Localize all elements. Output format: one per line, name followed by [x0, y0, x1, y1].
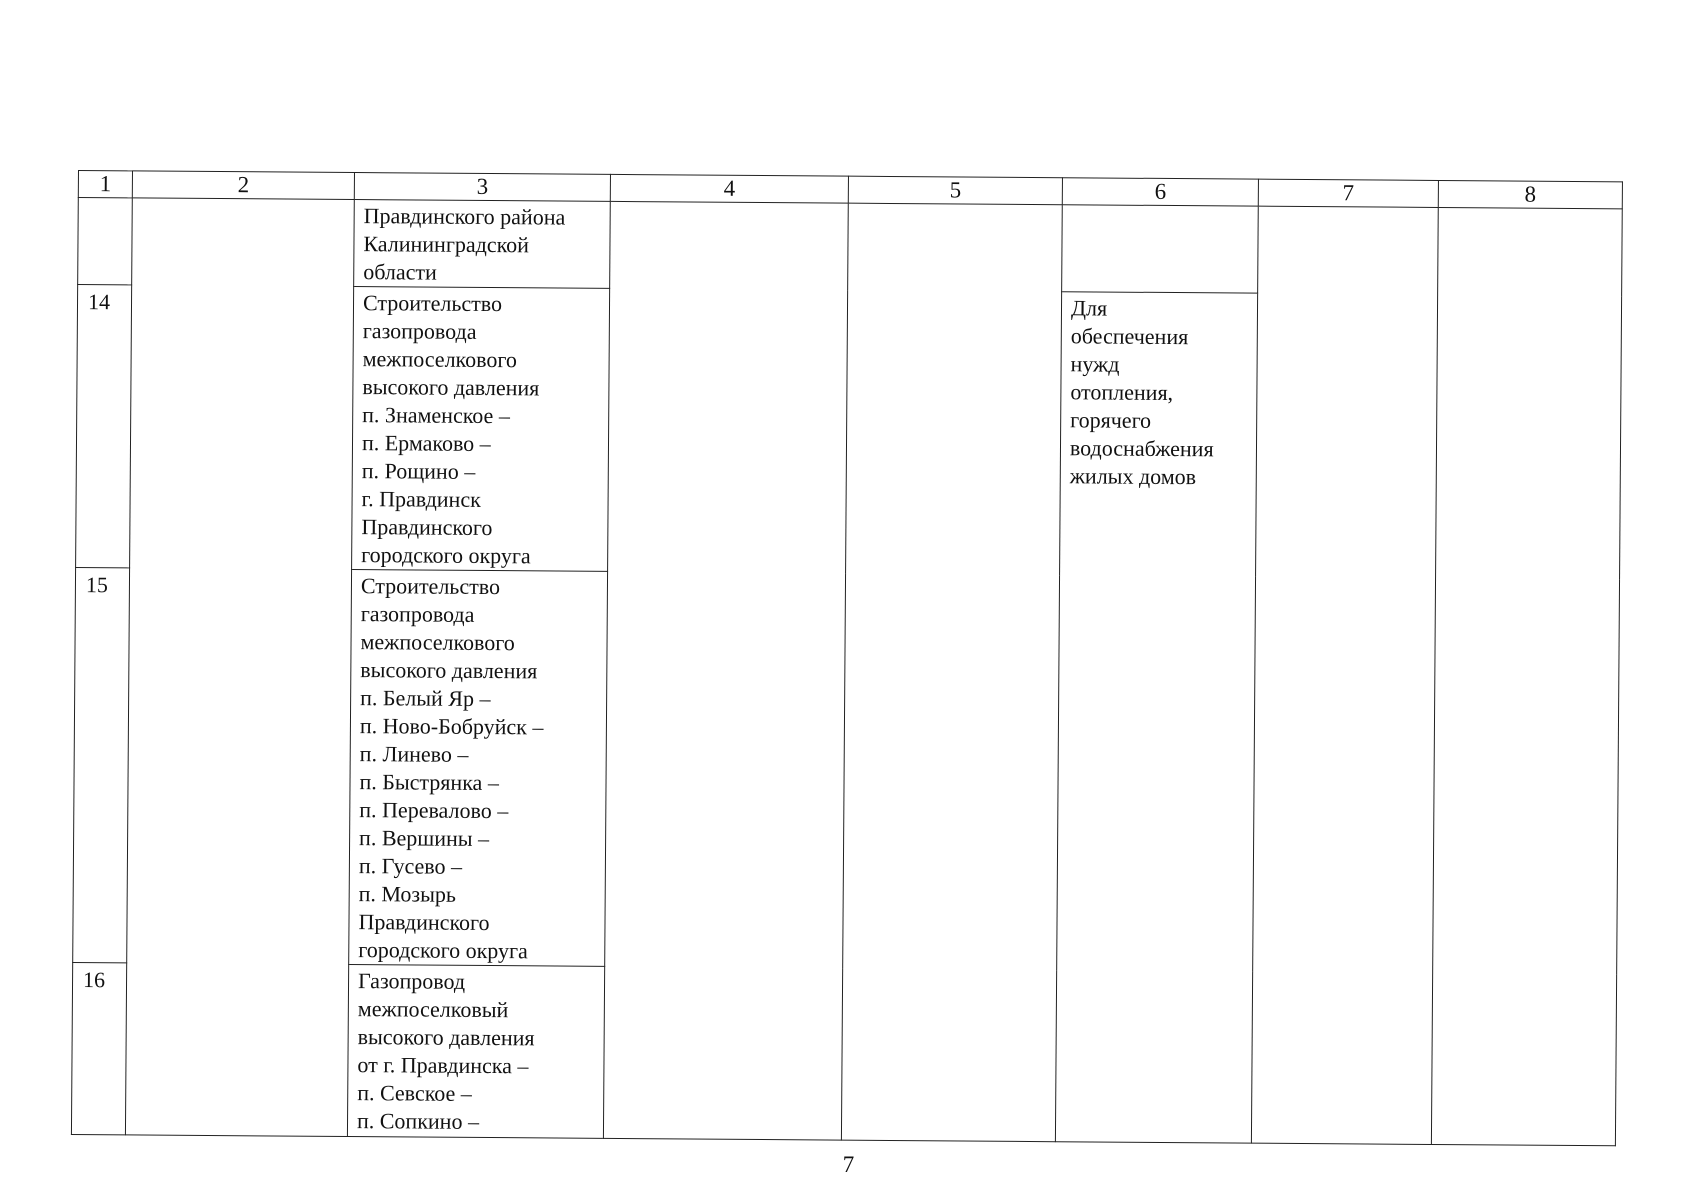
column-header-5: 5 — [848, 176, 1062, 205]
column-header-4: 4 — [610, 174, 848, 203]
row-number: 14 — [87, 289, 111, 315]
column-header-7: 7 — [1258, 179, 1438, 207]
column-header-8: 8 — [1438, 180, 1622, 208]
column-header-1: 1 — [78, 171, 132, 198]
object-name-text: Правдинского района Калининградской области — [363, 203, 566, 285]
column-header-3: 3 — [354, 173, 610, 202]
purpose-text: Для обеспечения нужд отопления, горячего водоснабжения жилых домов — [1069, 295, 1214, 490]
object-name-cell — [352, 287, 610, 572]
data-table — [71, 170, 1623, 1146]
row-number-cell — [76, 285, 132, 568]
row-number: 16 — [82, 967, 106, 993]
row-number-cell — [78, 198, 133, 285]
column-2-cell — [125, 198, 354, 1137]
object-name-text: Газопровод межпоселковый высокого давления от г. Правдинска – п. Севское – п. Сопкино – — [356, 968, 535, 1134]
column-header-2: 2 — [132, 171, 354, 200]
object-name-cell — [347, 965, 604, 1139]
object-name-text: Строительство газопровода межпоселкового высокого давления п. Знаменское – п. Ермаково – п. Рощино – г. Правдинск Правдинского городского округа — [361, 290, 540, 569]
purpose-cell — [1055, 292, 1257, 1143]
object-name-cell — [354, 200, 611, 289]
object-name-text: Строительство газопровода межпоселкового высокого давления п. Белый Яр – п. Ново-Бобруйск – п. Линево – п. Быстрянка – п. Перевалово – п. Вершины – п. Гусево – п. Мозырь Правдинского городского округа — [358, 573, 544, 964]
column-header-6: 6 — [1062, 178, 1258, 206]
column-4-cell — [603, 201, 848, 1140]
page-number: 7 — [842, 1152, 855, 1177]
column-5-cell — [841, 203, 1062, 1142]
object-name-cell — [349, 570, 608, 967]
row-number: 15 — [85, 572, 109, 598]
table-row — [78, 198, 1623, 296]
column-8-cell — [1431, 207, 1622, 1145]
row-number — [79, 198, 132, 202]
column-6-empty-cell — [1062, 205, 1259, 293]
column-7-cell — [1251, 206, 1438, 1144]
row-number-cell — [71, 962, 126, 1134]
row-number-cell — [73, 567, 130, 962]
